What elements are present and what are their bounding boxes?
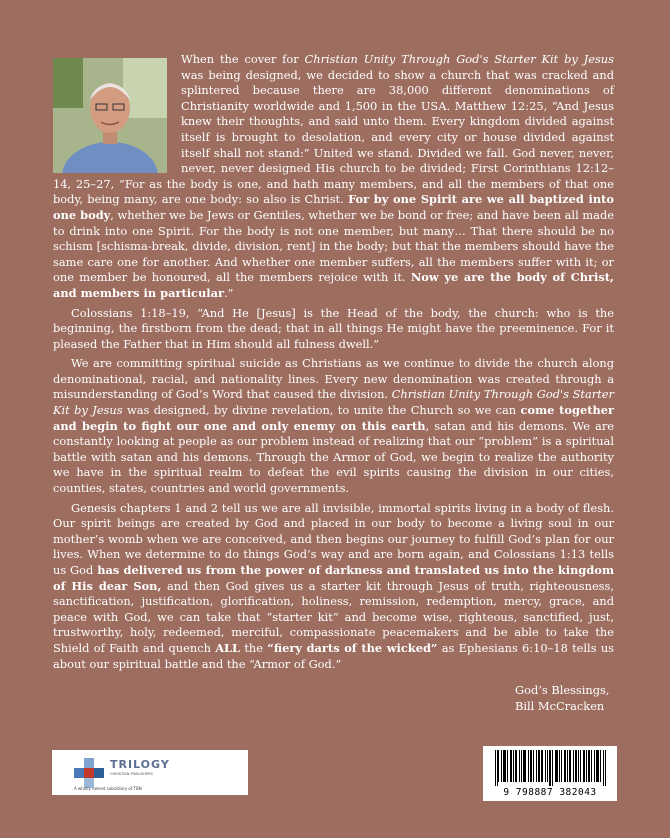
barcode-bar [528, 750, 529, 782]
barcode-bar [513, 750, 514, 782]
barcode-bar [530, 750, 531, 782]
signature [515, 682, 610, 714]
barcode-bar [501, 750, 502, 782]
signature-closing: God’s Blessings, [515, 683, 610, 697]
barcode-bar [580, 750, 581, 782]
barcode-bar [515, 750, 516, 782]
text-run: , whether we be Jews or Gentiles, whether we be bond or free; and have been all made to drink into one Spirit. For the body is not one member, but many… That there should be no schism [schisma-break, divide, division, rent] in the body; but that the members should have the same care one for another. And whether one member suffers, all the members suffer with it; or one member be honoured, all the members rejoice with it. [53, 207, 614, 285]
barcode-bar [511, 750, 512, 782]
barcode-bar [556, 750, 557, 782]
text-run: Genesis chapters 1 and 2 tell us we are all invisible, immortal spirits living in a body of flesh. Our spirit beings are created by God and placed in our body to become a living soul in our mother’s womb when we are conceived, and then begins our journey to fulfill God’s plan for our lives. When we determine to do things God’s way and are born again, and Colossians 1:13 tells us God [53, 500, 614, 577]
text-run: When the cover for [181, 52, 305, 66]
text-run: “fiery darts of the wicked” [267, 640, 438, 655]
barcode-bar [498, 750, 499, 782]
barcode-bars-icon [491, 750, 609, 786]
text-run: We are committing spiritual suicide as Christians as we continue to divide the church along denominational, racial, and nationality lines. Every new denomination was created through a misunderstanding of God’s Word that caused the division. [53, 356, 614, 402]
text-run: .” [223, 285, 234, 300]
paragraph-4 [53, 501, 614, 673]
photo-spacer [53, 52, 173, 172]
barcode-bar [567, 750, 568, 782]
barcode-bar [524, 750, 525, 782]
text-run: , satan and his demons. We are constantly looking at people as our problem instead of realizing that our “problem” is a spiritual battle with satan and his demons. Through the Armor of God, we begin to realize the authority we have in the spiritual realm to defeat the evil spirits causing the division in our cities, counties, states, countries and world governments. [53, 418, 615, 496]
text-run: as Ephesians 6:10–18 tells us about our spiritual battle and the “Armor of God.” [53, 640, 614, 671]
barcode-bar [569, 750, 570, 782]
barcode-bar [570, 750, 571, 782]
barcode-bar [504, 750, 505, 782]
barcode-bar [545, 750, 546, 782]
barcode-bar [497, 750, 498, 786]
text-run: Now ye are the body of Christ, and members in particular [53, 270, 614, 300]
barcode-bar [586, 750, 587, 782]
barcode-bar [552, 750, 553, 786]
isbn-barcode [483, 746, 617, 801]
barcode-bar [541, 750, 542, 782]
barcode-bar [564, 750, 565, 782]
text-run: Christian Unity Through God's Starter Kit by Jesus [304, 52, 614, 66]
text-run: ALL [215, 640, 241, 655]
barcode-bar [598, 750, 599, 782]
text-run: For by one Spirit are we all baptized into one body [53, 192, 614, 222]
publisher-tagline: CHRISTIAN PUBLISHERS [110, 772, 153, 776]
text-run: Colossians 1:18–19, “And He [Jesus] is the Head of the body, the church: who is the beginning, the firstborn from the dead; that in all things He might have the preeminence. For it pleased the Father that in Him should all fulness dwell.” [53, 305, 614, 351]
text-run: come together and begin to fight our one and only enemy on this earth [53, 403, 614, 433]
barcode-bar [575, 750, 576, 782]
barcode-bar [597, 750, 598, 782]
barcode-bar [591, 750, 592, 782]
barcode-bar [576, 750, 577, 782]
text-run: and then God gives us a starter kit through Jesus of truth, righteousness, sanctification, justification, glorification, holiness, remission, redemption, mercy, grace, and peace with God, we can take that “starter kit” and become wise, righteous, sanctified, just, trustworthy, holy, redeemed, merciful, compassionate peacemakers and be able to take the Shield of Faith and quench [53, 578, 614, 655]
barcode-bar [555, 750, 556, 782]
barcode-bar [596, 750, 597, 782]
publisher-logo [52, 750, 248, 795]
barcode-bar [589, 750, 590, 782]
barcode-bar [603, 750, 604, 786]
text-run: Christian Unity Through God's Starter Kit by Jesus [53, 387, 614, 418]
barcode-bar [531, 750, 532, 782]
barcode-bar [503, 750, 504, 782]
barcode-bar [588, 750, 589, 782]
barcode-bar [573, 750, 574, 782]
barcode-number: 9 798887 382043 [503, 787, 597, 798]
barcode-bar [525, 750, 526, 782]
publisher-name: TRILOGY [110, 758, 170, 771]
barcode-bar [557, 750, 558, 782]
barcode-bar [538, 750, 539, 782]
barcode-bar [533, 750, 534, 782]
signature-name: Bill McCracken [515, 699, 605, 713]
paragraph-2 [53, 306, 614, 353]
barcode-bar [495, 750, 496, 786]
barcode-bar [519, 750, 520, 782]
barcode-bar [550, 750, 551, 786]
text-run: was designed, by divine revelation, to unite the Church so we can [122, 403, 521, 418]
barcode-bar [594, 750, 595, 782]
text-run: has delivered us from the power of darkness and translated us into the kingdom of His dear Son, [53, 563, 614, 593]
publisher-subtitle: A wholly owned subsidiary of TBN [74, 786, 142, 791]
barcode-bar [536, 750, 537, 782]
barcode-bar [516, 750, 517, 782]
barcode-bar [549, 750, 550, 786]
barcode-bar [523, 750, 524, 782]
text-run: the [240, 640, 268, 655]
paragraph-3 [53, 356, 614, 496]
barcode-bar [565, 750, 566, 782]
cover-text [53, 52, 614, 676]
barcode-bar [561, 750, 562, 782]
barcode-bar [547, 750, 548, 782]
barcode-bar [578, 750, 579, 782]
trilogy-cross-logo-icon [74, 758, 104, 788]
barcode-bar [539, 750, 540, 782]
barcode-bar [605, 750, 606, 786]
barcode-bar [559, 750, 560, 782]
barcode-bar [600, 750, 601, 782]
barcode-bar [510, 750, 511, 782]
barcode-bar [542, 750, 543, 782]
barcode-bar [507, 750, 508, 782]
barcode-bar [583, 750, 584, 782]
barcode-bar [584, 750, 585, 782]
barcode-bar [505, 750, 506, 782]
text-run: was being designed, we decided to show a church that was cracked and splintered because there are 38,000 different denominations of Christianity worldwide and 1,500 in the USA. Matthew 12:25, “And Jesus knew their thoughts, and said unto them. Every kingdom divided against itself is brought to desolation, and every city or house divided against itself shall not stand:” United we stand. Divided we fall. God never, never, never, never designed His church to be divided; First Corinthians 12:12–14, 25–27, “For as the body is one, and hath many members, and all the members of that one body, being many, are one body: so also is Christ. [53, 67, 614, 207]
barcode-bar [521, 750, 522, 782]
